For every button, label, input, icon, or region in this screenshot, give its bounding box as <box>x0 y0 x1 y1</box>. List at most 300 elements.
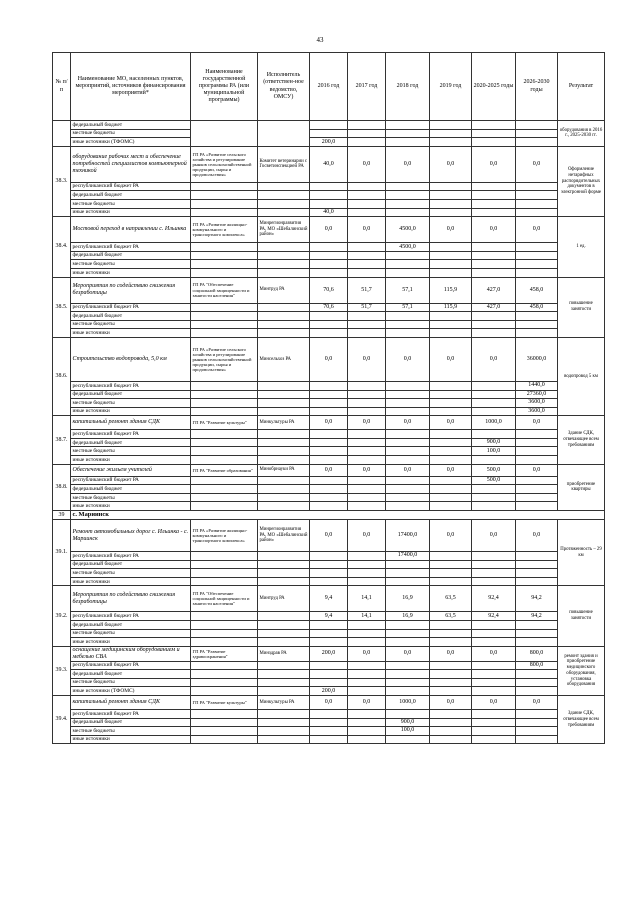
col-name-header: Наименование МО, населенных пунктов, мероприятий, источников финансирования мероприятий* <box>71 53 191 121</box>
value-cell: 0,0 <box>516 416 558 430</box>
value-cell <box>430 670 472 679</box>
executor-empty <box>258 687 310 696</box>
executor-empty <box>258 407 310 416</box>
value-cell <box>310 560 348 569</box>
executor-empty <box>258 552 310 561</box>
value-cell <box>310 438 348 447</box>
value-cell <box>310 243 348 252</box>
value-cell <box>386 208 430 217</box>
value-cell: 0,0 <box>472 520 516 552</box>
source-label: иные источники <box>71 502 191 511</box>
program-name: ГП РА «Развитие сельского хозяйства и регулирование рынков сельскохозяйственной продукции, сырья и продовольствия» <box>191 337 258 381</box>
program-empty <box>191 191 258 200</box>
section-main-row <box>53 146 605 182</box>
value-cell: 92,4 <box>472 586 516 612</box>
col-no-header: № п/п <box>53 53 71 121</box>
value-cell <box>348 735 386 744</box>
source-label: местные бюджеты <box>71 447 191 456</box>
value-cell <box>516 447 558 456</box>
value-cell <box>348 268 386 277</box>
section-main-row <box>53 416 605 430</box>
value-cell <box>386 320 430 329</box>
value-cell: 0,0 <box>348 146 386 182</box>
result-cell: приобретение квартиры <box>558 464 605 510</box>
measure-name: оборудование рабочих мест и обеспечение потребностей специалистов компьютерной техникой <box>71 146 191 182</box>
executor-empty <box>258 612 310 621</box>
funding-source-row <box>53 502 605 511</box>
row-number: 38.6. <box>53 337 71 415</box>
value-cell <box>472 718 516 727</box>
value-cell <box>430 687 472 696</box>
value-cell: 70,6 <box>310 277 348 303</box>
value-cell <box>348 718 386 727</box>
executor-name: Минрегионразвития РА, МО «Шебалинский район» <box>258 217 310 243</box>
value-cell <box>310 407 348 416</box>
measure-name: Мероприятия по содействию снижения безработицы <box>71 277 191 303</box>
table-row <box>53 138 605 147</box>
executor-empty <box>258 670 310 679</box>
program-empty <box>191 493 258 502</box>
result-cell: Здание СДК, отвечающее всем требованиям <box>558 416 605 464</box>
value-cell: 63,5 <box>430 586 472 612</box>
source-label: республиканский бюджет РА <box>71 303 191 312</box>
value-cell: 3600,0 <box>516 399 558 408</box>
measure-name: Мостовой переход в направлении с. Ильинка <box>71 217 191 243</box>
value-cell: 0,0 <box>430 464 472 476</box>
funding-source-row <box>53 456 605 465</box>
value-cell <box>310 268 348 277</box>
value-cell <box>516 735 558 744</box>
source-label: местные бюджеты <box>71 569 191 578</box>
value-cell <box>386 430 430 439</box>
value-cell <box>348 407 386 416</box>
value-cell <box>310 735 348 744</box>
value-cell <box>430 199 472 208</box>
value-cell <box>386 577 430 586</box>
source-label: местные бюджеты <box>71 199 191 208</box>
value-cell <box>386 251 430 260</box>
value-cell <box>472 552 516 561</box>
value-cell <box>516 687 558 696</box>
value-cell <box>472 485 516 494</box>
executor-empty <box>258 260 310 269</box>
value-cell: 0,0 <box>348 695 386 709</box>
value-cell <box>386 687 430 696</box>
value-cell <box>386 447 430 456</box>
value-cell: 92,4 <box>472 612 516 621</box>
value-cell: 4500,0 <box>386 217 430 243</box>
executor-empty <box>258 727 310 736</box>
value-cell: 427,0 <box>472 277 516 303</box>
value-cell <box>348 552 386 561</box>
value-cell: 17400,0 <box>386 520 430 552</box>
executor-name: Минтруд РА <box>258 277 310 303</box>
value-cell <box>430 399 472 408</box>
program-empty <box>191 612 258 621</box>
program-name: ГП РА "Развитие культуры" <box>191 695 258 709</box>
executor-empty <box>258 447 310 456</box>
funding-source-row <box>53 430 605 439</box>
value-cell <box>430 709 472 718</box>
value-cell <box>348 243 386 252</box>
program-empty <box>191 735 258 744</box>
source-label: федеральный бюджет <box>71 121 191 130</box>
value-cell <box>386 390 430 399</box>
executor-empty <box>258 243 310 252</box>
value-cell <box>348 208 386 217</box>
value-cell: 115,9 <box>430 277 472 303</box>
source-label: местные бюджеты <box>71 320 191 329</box>
source-label: местные бюджеты <box>71 629 191 638</box>
value-cell <box>348 199 386 208</box>
executor-empty <box>258 678 310 687</box>
measure-name: капитальный ремонт здания СДК <box>71 416 191 430</box>
source-label: республиканский бюджет РА <box>71 243 191 252</box>
value-cell <box>310 191 348 200</box>
value-cell <box>516 260 558 269</box>
executor-empty <box>258 577 310 586</box>
value-cell <box>430 678 472 687</box>
executor-empty <box>258 430 310 439</box>
value-cell <box>386 569 430 578</box>
value-cell <box>472 407 516 416</box>
funding-source-row <box>53 329 605 338</box>
value-cell <box>348 569 386 578</box>
executor-empty <box>258 191 310 200</box>
value-cell <box>472 208 516 217</box>
program-empty <box>191 438 258 447</box>
value-cell <box>472 268 516 277</box>
executor-name: Комитет ветеринарии с Госветинспекцией РА <box>258 146 310 182</box>
program-empty <box>191 629 258 638</box>
value-cell <box>348 381 386 390</box>
funding-source-row <box>53 629 605 638</box>
executor-empty <box>258 476 310 485</box>
executor-empty <box>258 312 310 321</box>
value-cell <box>310 678 348 687</box>
value-cell <box>310 447 348 456</box>
program-empty <box>191 312 258 321</box>
source-label: республиканский бюджет РА <box>71 430 191 439</box>
value-cell <box>310 456 348 465</box>
value-cell <box>472 182 516 191</box>
source-label: иные источники (ТФОМС) <box>71 687 191 696</box>
executor-name: Минздрав РА <box>258 646 310 661</box>
value-cell <box>430 621 472 630</box>
value-cell: 500,0 <box>472 464 516 476</box>
funding-source-row <box>53 199 605 208</box>
measure-name: Ремонт автомобильных дорог с. Ильинка - с. Мариинск <box>71 520 191 552</box>
value-cell <box>472 735 516 744</box>
value-cell <box>430 312 472 321</box>
value-cell: 1440,0 <box>516 381 558 390</box>
value-cell <box>430 638 472 647</box>
value-cell <box>516 727 558 736</box>
value-cell: 1000,0 <box>472 416 516 430</box>
value-cell: 0,0 <box>430 416 472 430</box>
funding-source-row <box>53 320 605 329</box>
value-cell <box>386 329 430 338</box>
measure-name: Строительство водопровода, 5,0 км <box>71 337 191 381</box>
value-cell <box>516 678 558 687</box>
source-label: местные бюджеты <box>71 727 191 736</box>
value-cell: 51,7 <box>348 303 386 312</box>
table-row <box>53 121 605 130</box>
value-cell <box>348 709 386 718</box>
value-cell <box>516 199 558 208</box>
value-cell <box>472 687 516 696</box>
value-cell <box>310 251 348 260</box>
value-cell: 9,4 <box>310 612 348 621</box>
value-cell <box>310 718 348 727</box>
program-empty <box>191 199 258 208</box>
value-cell <box>472 670 516 679</box>
funding-source-row <box>53 208 605 217</box>
value-cell <box>310 577 348 586</box>
value-cell <box>310 485 348 494</box>
executor-empty <box>258 199 310 208</box>
value-cell: 0,0 <box>310 217 348 243</box>
value-cell <box>472 191 516 200</box>
value-cell <box>516 552 558 561</box>
result-cell: оборудования в 2016 г., 2025-2030 гг. <box>558 121 605 147</box>
value-cell: 0,0 <box>430 217 472 243</box>
result-cell: водопровод 5 км <box>558 337 605 415</box>
value-cell <box>348 447 386 456</box>
value-cell <box>430 407 472 416</box>
page-number: 43 <box>316 36 324 44</box>
value-cell <box>348 577 386 586</box>
program-empty <box>191 661 258 670</box>
value-cell: 1000,0 <box>386 695 430 709</box>
value-cell: 800,0 <box>516 646 558 661</box>
value-cell: 200,0 <box>310 687 348 696</box>
value-cell <box>430 661 472 670</box>
value-cell <box>386 199 430 208</box>
locality-number: 39 <box>53 511 71 520</box>
program-empty <box>191 560 258 569</box>
program-empty <box>191 569 258 578</box>
program-table <box>52 52 605 744</box>
executor-empty <box>258 208 310 217</box>
value-cell <box>472 709 516 718</box>
funding-source-row <box>53 191 605 200</box>
value-cell: 0,0 <box>310 416 348 430</box>
value-cell <box>516 243 558 252</box>
value-cell <box>348 399 386 408</box>
value-cell <box>348 191 386 200</box>
value-cell <box>348 638 386 647</box>
source-label: иные источники <box>71 577 191 586</box>
funding-source-row <box>53 381 605 390</box>
program-name: ГП РА «Развитие жилищно-коммунального и транспортного комплекса» <box>191 217 258 243</box>
value-cell <box>516 268 558 277</box>
value-cell <box>472 312 516 321</box>
executor-name: Минсельхоз РА <box>258 337 310 381</box>
program-empty <box>191 430 258 439</box>
value-cell <box>430 438 472 447</box>
value-cell <box>348 687 386 696</box>
value-cell <box>310 552 348 561</box>
section-main-row <box>53 695 605 709</box>
value-cell: 458,0 <box>516 277 558 303</box>
program-empty <box>191 381 258 390</box>
executor-empty <box>258 485 310 494</box>
program-name: ГП РА "Обеспечение социальной защищенности и занятости населения" <box>191 586 258 612</box>
funding-source-row <box>53 493 605 502</box>
executor-empty <box>258 182 310 191</box>
value-cell <box>348 678 386 687</box>
value-cell <box>430 260 472 269</box>
value-cell <box>310 621 348 630</box>
col-year-header: 2016 год <box>310 53 348 121</box>
col-year-header: 2026-2030 годы <box>516 53 558 121</box>
funding-source-row <box>53 718 605 727</box>
program-empty <box>191 329 258 338</box>
value-cell: 0,0 <box>348 464 386 476</box>
value-cell <box>472 661 516 670</box>
value-cell <box>348 629 386 638</box>
value-cell <box>472 727 516 736</box>
value-cell <box>310 629 348 638</box>
value-cell <box>472 638 516 647</box>
row-number: 39.3. <box>53 646 71 695</box>
executor-empty <box>258 320 310 329</box>
row-number: 39.2. <box>53 586 71 646</box>
source-label: иные источники <box>71 735 191 744</box>
program-empty <box>191 407 258 416</box>
measure-name: Мероприятия по содействию снижения безработицы <box>71 586 191 612</box>
program-empty <box>191 718 258 727</box>
value-cell: 14,1 <box>348 612 386 621</box>
value-cell <box>310 638 348 647</box>
value-cell <box>516 718 558 727</box>
executor-empty <box>258 735 310 744</box>
value-cell <box>472 629 516 638</box>
value-cell <box>310 329 348 338</box>
program-empty <box>191 320 258 329</box>
value-cell <box>430 430 472 439</box>
value-cell: 0,0 <box>386 464 430 476</box>
value-cell: 0,0 <box>472 217 516 243</box>
source-label: федеральный бюджет <box>71 438 191 447</box>
value-cell <box>472 320 516 329</box>
program-empty <box>191 678 258 687</box>
funding-source-row <box>53 243 605 252</box>
source-label: федеральный бюджет <box>71 251 191 260</box>
funding-source-row <box>53 485 605 494</box>
value-cell <box>386 399 430 408</box>
funding-source-row <box>53 476 605 485</box>
program-empty <box>191 303 258 312</box>
row-number: 38.5. <box>53 277 71 337</box>
value-cell <box>310 661 348 670</box>
funding-source-row <box>53 569 605 578</box>
header-row <box>53 53 605 121</box>
funding-source-row <box>53 735 605 744</box>
executor-empty <box>258 303 310 312</box>
value-cell <box>472 243 516 252</box>
value-cell <box>348 456 386 465</box>
value-cell <box>516 320 558 329</box>
funding-source-row <box>53 407 605 416</box>
source-label: федеральный бюджет <box>71 191 191 200</box>
row-number: 38.4. <box>53 217 71 277</box>
value-cell <box>386 182 430 191</box>
value-cell <box>430 629 472 638</box>
program-name: ГП РА "Обеспечение социальной защищенности и занятости населения" <box>191 277 258 303</box>
value-cell: 17400,0 <box>386 552 430 561</box>
source-label: республиканский бюджет РА <box>71 709 191 718</box>
col-result-header: Результат <box>558 53 605 121</box>
source-label: федеральный бюджет <box>71 621 191 630</box>
funding-source-row <box>53 727 605 736</box>
value-cell <box>516 709 558 718</box>
value-cell: 0,0 <box>516 464 558 476</box>
value-cell <box>430 552 472 561</box>
value-cell <box>348 727 386 736</box>
funding-source-row <box>53 661 605 670</box>
value-cell <box>430 569 472 578</box>
measure-name: капитальный ремонт здания СДК <box>71 695 191 709</box>
value-cell <box>310 381 348 390</box>
source-label: республиканский бюджет РА <box>71 552 191 561</box>
source-label: местные бюджеты <box>71 678 191 687</box>
value-cell <box>348 312 386 321</box>
executor-empty <box>258 560 310 569</box>
section-main-row <box>53 217 605 243</box>
value-cell <box>386 493 430 502</box>
value-cell <box>386 485 430 494</box>
value-cell <box>310 320 348 329</box>
col-prog-header: Наименование государственной программы РА (или муниципальной программы) <box>191 53 258 121</box>
result-cell: 1 ед. <box>558 217 605 277</box>
value-cell: 100,0 <box>386 727 430 736</box>
value-cell <box>386 735 430 744</box>
value-cell: 94,2 <box>516 586 558 612</box>
result-cell: Здание СДК, отвечающее всем требованиям <box>558 695 605 743</box>
value-cell: 427,0 <box>472 303 516 312</box>
value-cell <box>430 243 472 252</box>
value-cell: 0,0 <box>386 146 430 182</box>
source-label: иные источники <box>71 407 191 416</box>
program-empty <box>191 727 258 736</box>
value-cell: 94,2 <box>516 612 558 621</box>
executor-empty <box>258 456 310 465</box>
program-name: ГП РА «Развитие сельского хозяйства и регулирование рынков сельскохозяйственной продукции, сырья и продовольствия» <box>191 146 258 182</box>
value-cell: 57,1 <box>386 277 430 303</box>
source-label: иные источники <box>71 638 191 647</box>
source-label: федеральный бюджет <box>71 670 191 679</box>
col-exec-header: Исполнитель (ответствен-ное ведомство, ОМСУ) <box>258 53 310 121</box>
result-cell: повышение занятости <box>558 586 605 646</box>
program-empty <box>191 399 258 408</box>
executor-empty <box>258 718 310 727</box>
funding-source-row <box>53 312 605 321</box>
program-empty <box>191 476 258 485</box>
value-cell: 4500,0 <box>386 243 430 252</box>
executor-empty <box>258 438 310 447</box>
result-cell: Протяженность – 29 км <box>558 520 605 586</box>
value-cell <box>430 390 472 399</box>
value-cell <box>348 661 386 670</box>
value-cell <box>386 709 430 718</box>
source-label: местные бюджеты <box>71 399 191 408</box>
value-cell <box>310 493 348 502</box>
result-cell: повышение занятости <box>558 277 605 337</box>
value-cell <box>348 476 386 485</box>
value-cell <box>516 670 558 679</box>
